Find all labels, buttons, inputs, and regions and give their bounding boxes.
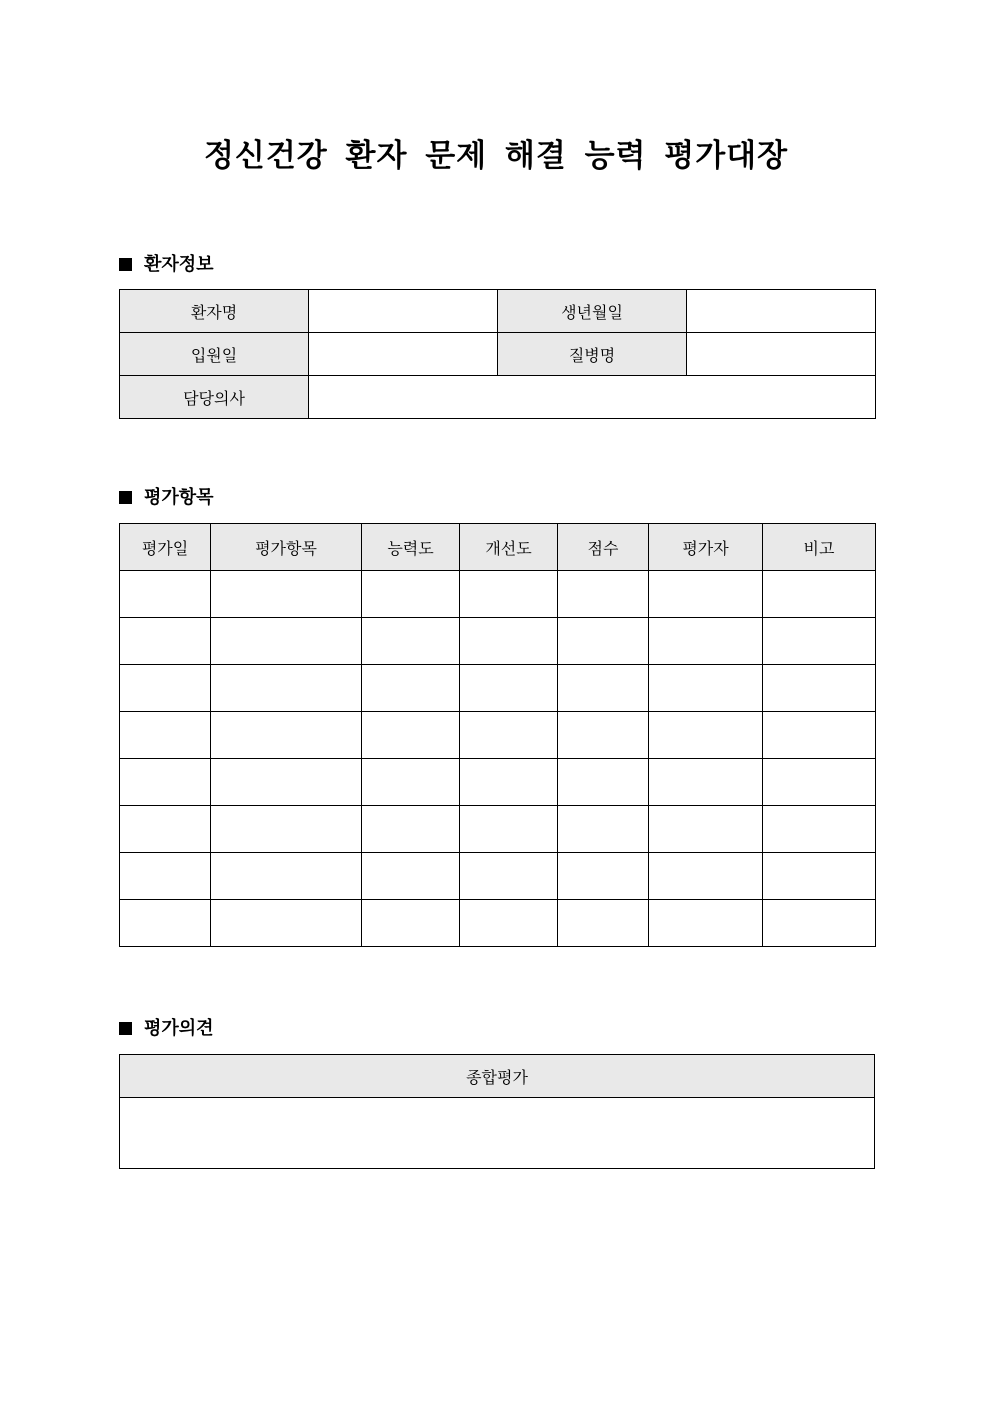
table-cell[interactable] <box>362 712 460 759</box>
table-cell[interactable] <box>558 712 649 759</box>
birth-date-field[interactable] <box>687 290 876 333</box>
table-row <box>120 665 876 712</box>
table-cell[interactable] <box>763 571 876 618</box>
table-cell[interactable] <box>211 806 362 853</box>
table-cell[interactable] <box>362 665 460 712</box>
table-row <box>120 806 876 853</box>
table-cell[interactable] <box>460 806 558 853</box>
patient-name-label: 환자명 <box>120 290 309 333</box>
table-row <box>120 900 876 947</box>
table-cell[interactable] <box>460 759 558 806</box>
section-heading-evaluation <box>119 486 214 510</box>
table-cell[interactable] <box>120 618 211 665</box>
table-cell[interactable] <box>120 853 211 900</box>
table-cell[interactable] <box>362 806 460 853</box>
section-heading-label: 평가의견 <box>144 1018 214 1039</box>
table-cell[interactable] <box>649 665 763 712</box>
table-cell[interactable] <box>763 665 876 712</box>
column-header-ability: 능력도 <box>362 524 460 571</box>
admission-date-label: 입원일 <box>120 333 309 376</box>
table-header-row <box>120 1055 875 1098</box>
table-cell[interactable] <box>649 900 763 947</box>
table-row <box>120 712 876 759</box>
table-row <box>120 376 876 419</box>
table-cell[interactable] <box>558 806 649 853</box>
table-cell[interactable] <box>558 900 649 947</box>
patient-info-table <box>119 289 876 419</box>
summary-evaluation-label: 종합평가 <box>120 1055 875 1098</box>
table-cell[interactable] <box>649 618 763 665</box>
table-row <box>120 759 876 806</box>
table-cell[interactable] <box>460 712 558 759</box>
table-cell[interactable] <box>460 900 558 947</box>
table-row <box>120 333 876 376</box>
table-cell[interactable] <box>362 571 460 618</box>
table-cell[interactable] <box>558 759 649 806</box>
table-cell[interactable] <box>211 900 362 947</box>
table-cell[interactable] <box>362 618 460 665</box>
table-cell[interactable] <box>649 853 763 900</box>
table-cell[interactable] <box>211 853 362 900</box>
table-cell[interactable] <box>763 759 876 806</box>
table-cell[interactable] <box>763 900 876 947</box>
summary-evaluation-field[interactable] <box>120 1098 875 1169</box>
square-bullet-icon <box>119 1022 132 1035</box>
section-heading-opinion <box>119 1017 214 1041</box>
table-cell[interactable] <box>763 853 876 900</box>
table-cell[interactable] <box>362 853 460 900</box>
disease-label: 질병명 <box>498 333 687 376</box>
evaluation-table <box>119 523 876 947</box>
table-cell[interactable] <box>763 806 876 853</box>
doctor-label: 담당의사 <box>120 376 309 419</box>
birth-date-label: 생년월일 <box>498 290 687 333</box>
square-bullet-icon <box>119 491 132 504</box>
column-header-improvement: 개선도 <box>460 524 558 571</box>
table-cell[interactable] <box>211 712 362 759</box>
table-cell[interactable] <box>120 712 211 759</box>
table-cell[interactable] <box>649 571 763 618</box>
section-heading-label: 환자정보 <box>144 254 214 275</box>
column-header-item: 평가항목 <box>211 524 362 571</box>
table-cell[interactable] <box>120 665 211 712</box>
table-cell[interactable] <box>211 571 362 618</box>
square-bullet-icon <box>119 258 132 271</box>
table-cell[interactable] <box>362 900 460 947</box>
table-cell[interactable] <box>120 571 211 618</box>
table-cell[interactable] <box>763 618 876 665</box>
doctor-field[interactable] <box>309 376 876 419</box>
disease-field[interactable] <box>687 333 876 376</box>
table-cell[interactable] <box>211 618 362 665</box>
opinion-table <box>119 1054 875 1169</box>
table-row <box>120 618 876 665</box>
patient-name-field[interactable] <box>309 290 498 333</box>
table-cell[interactable] <box>763 712 876 759</box>
column-header-score: 점수 <box>558 524 649 571</box>
table-cell[interactable] <box>211 665 362 712</box>
table-row <box>120 1098 875 1169</box>
table-row <box>120 853 876 900</box>
table-header-row <box>120 524 876 571</box>
table-cell[interactable] <box>460 665 558 712</box>
section-heading-patient-info <box>119 253 214 277</box>
page-title: 정신건강 환자 문제 해결 능력 평가대장 <box>203 138 789 174</box>
table-cell[interactable] <box>649 806 763 853</box>
section-heading-label: 평가항목 <box>144 487 214 508</box>
table-cell[interactable] <box>649 712 763 759</box>
column-header-date: 평가일 <box>120 524 211 571</box>
table-cell[interactable] <box>211 759 362 806</box>
table-cell[interactable] <box>558 618 649 665</box>
table-cell[interactable] <box>120 759 211 806</box>
table-row <box>120 571 876 618</box>
table-cell[interactable] <box>649 759 763 806</box>
table-cell[interactable] <box>120 806 211 853</box>
table-cell[interactable] <box>460 853 558 900</box>
table-row <box>120 290 876 333</box>
table-cell[interactable] <box>558 571 649 618</box>
column-header-evaluator: 평가자 <box>649 524 763 571</box>
table-cell[interactable] <box>558 853 649 900</box>
table-cell[interactable] <box>460 618 558 665</box>
table-cell[interactable] <box>558 665 649 712</box>
column-header-remarks: 비고 <box>763 524 876 571</box>
table-cell[interactable] <box>120 900 211 947</box>
table-cell[interactable] <box>362 759 460 806</box>
table-cell[interactable] <box>460 571 558 618</box>
admission-date-field[interactable] <box>309 333 498 376</box>
